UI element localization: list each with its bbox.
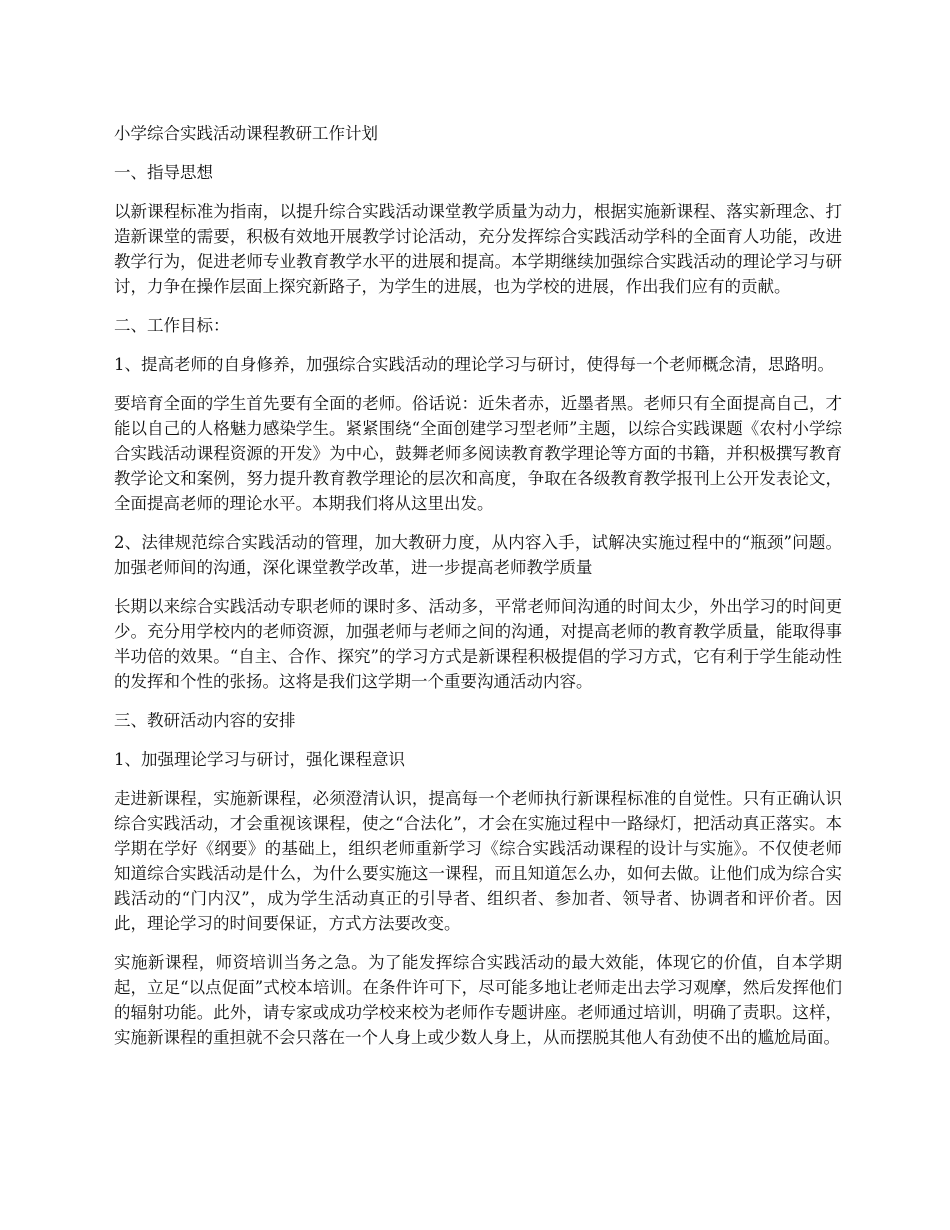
paragraph-teacher-training: 实施新课程，师资培训当务之急。为了能发挥综合实践活动的最大效能，体现它的价值，自本学期起，立足“以点促面”式校本培训。在条件许可下，尽可能多地让老师走出去学习观摩，然后发挥他们的辐射功能。此外，请专家或成功学校来校为老师作专题讲座。老师通过培训，明确了责职。这样，实施新课程的重担就不会只落在一个人身上或少数人身上，从而摆脱其他人有劲使不出的尴尬局面。 — [114, 953, 842, 1047]
section-heading-guiding-thought: 一、指导思想 — [114, 163, 213, 182]
section-heading-work-goals: 二、工作目标： — [114, 316, 230, 335]
paragraph-plan-1-detail: 走进新课程，实施新课程，必须澄清认识，提高每一个老师执行新课程标准的自觉性。只有正确认识综合实践活动，才会重视该课程，使之“合法化”，才会在实施过程中一路绿灯，把活动真正落实。本学期在学好《纲要》的基础上，组织老师重新学习《综合实践活动课程的设计与实施》。不仅使老师知道综合实践活动是什么，为什么要实施这一课程，而且知道怎么办，如何去做。让他们成为综合实践活动的“门内汉”，成为学生活动真正的引导者、组织者、参加者、领导者、协调者和评价者。因此，理论学习的时间要保证，方式方法要改变。 — [114, 789, 842, 933]
paragraph-goal-1-detail: 要培育全面的学生首先要有全面的老师。俗话说：近朱者赤，近墨者黑。老师只有全面提高自己，才能以自己的人格魅力感染学生。紧紧围绕“全面创建学习型老师”主题，以综合实践课题《农村小学综合实践活动课程资源的开发》为中心，鼓舞老师多阅读教育教学理论等方面的书籍，并积极撰写教育教学论文和案例，努力提升教育教学理论的层次和高度，争取在各级教育教学报刊上公开发表论文，全面提高老师的理论水平。本期我们将从这里出发。 — [114, 394, 842, 513]
paragraph-goal-2: 2、法律规范综合实践活动的管理，加大教研力度，从内容入手，试解决实施过程中的“瓶颈”问题。加强老师间的沟通，深化课堂教学改革，进一步提高老师教学质量 — [114, 533, 842, 577]
document-page — [114, 121, 842, 1064]
paragraph-goal-1: 1、提高老师的自身修养，加强综合实践活动的理论学习与研讨，使得每一个老师概念清，思路明。 — [114, 355, 834, 374]
section-heading-activity-plan: 三、教研活动内容的安排 — [114, 711, 296, 730]
paragraph-plan-1: 1、加强理论学习与研讨，强化课程意识 — [114, 750, 405, 769]
paragraph-guiding-thought: 以新课程标准为指南，以提升综合实践活动课堂教学质量为动力，根据实施新课程、落实新理念、打造新课堂的需要，积极有效地开展教学讨论活动，充分发挥综合实践活动学科的全面育人功能，改进教学行为，促进老师专业教育教学水平的进展和提高。本学期继续加强综合实践活动的理论学习与研讨，力争在操作层面上探究新路子，为学生的进展，也为学校的进展，作出我们应有的贡献。 — [114, 202, 842, 296]
document-title: 小学综合实践活动课程教研工作计划 — [114, 124, 378, 143]
paragraph-goal-2-detail: 长期以来综合实践活动专职老师的课时多、活动多，平常老师间沟通的时间太少，外出学习的时间更少。充分用学校内的老师资源，加强老师与老师之间的沟通，对提高老师的教育教学质量，能取得事半功倍的效果。“自主、合作、探究”的学习方式是新课程积极提倡的学习方式，它有利于学生能动性的发挥和个性的张扬。这将是我们这学期一个重要沟通活动内容。 — [114, 597, 842, 691]
